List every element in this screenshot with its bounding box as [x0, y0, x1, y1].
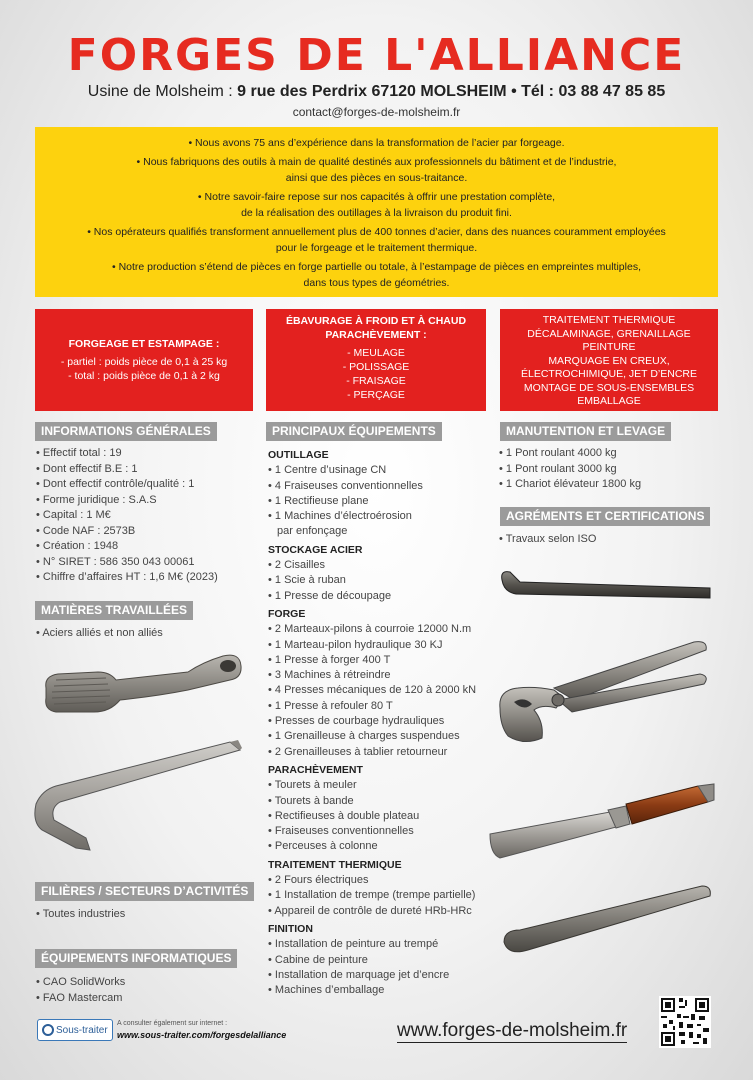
list-item: • 1 Rectifieuse plane: [268, 494, 476, 509]
forged-lever-image: [498, 568, 713, 604]
list-item: • 1 Machines d’électroérosion: [268, 509, 476, 524]
list-item: • Tourets à bande: [268, 794, 476, 809]
traitement-line: MONTAGE DE SOUS-ENSEMBLES: [523, 381, 695, 394]
list-item: • Presses de courbage hydrauliques: [268, 714, 476, 729]
list-item: • 2 Marteaux-pilons à courroie 12000 N.m: [268, 622, 476, 637]
list-item: • 1 Installation de trempe (trempe partielle): [268, 888, 476, 903]
intro-box: [35, 127, 718, 297]
list-item: • Rectifieuses à double plateau: [268, 809, 476, 824]
list-item: • 1 Scie à ruban: [268, 573, 476, 588]
list-item: • Cabine de peinture: [268, 953, 476, 968]
traitement-line: TRAITEMENT THERMIQUE: [542, 314, 676, 326]
list-item: • Appareil de contrôle de dureté HRb-HRc: [268, 904, 476, 919]
ebavurage-line: - MEULAGE: [347, 347, 405, 359]
traitement-title: TRAITEMENT THERMIQUE: [268, 858, 402, 871]
list-item: • Aciers alliés et non alliés: [36, 626, 163, 642]
list-item: • CAO SolidWorks: [36, 975, 125, 991]
equipements-heading: PRINCIPAUX ÉQUIPEMENTS: [266, 422, 442, 441]
list-item: • Création : 1948: [36, 539, 218, 555]
forgeage-line: - partiel : poids pièce de 0,1 à 25 kg: [60, 356, 228, 368]
traitement-line: PEINTURE: [582, 341, 636, 353]
list-item: • Installation de peinture au trempé: [268, 937, 476, 952]
list-item: • FAO Mastercam: [36, 991, 125, 1007]
list-item: • Travaux selon ISO: [499, 532, 596, 548]
address-main: 9 rue des Perdrix 67120 MOLSHEIM • Tél : 03 88 47 85 85: [237, 83, 666, 100]
sous-traiter-logo-icon: [42, 1024, 54, 1036]
intro-line: • Notre production s’étend de pièces en forge partielle ou totale, à l’estampage de pièces en empreintes multiples, dans tous types de géométries.: [112, 260, 641, 289]
forgeage-title: FORGEAGE ET ESTAMPAGE :: [68, 338, 220, 350]
list-item: • Chiffre d’affaires HT : 1,6 M€ (2023): [36, 570, 218, 586]
traitement-line: DÉCALAMINAGE, GRENAILLAGE: [527, 327, 691, 340]
list-item: • 2 Cisailles: [268, 558, 476, 573]
list-item: • 1 Presse de découpage: [268, 589, 476, 604]
list-item: • 4 Fraiseuses conventionnelles: [268, 479, 476, 494]
traitement-line: ÉLECTROCHIMIQUE, JET D’ENCRE: [521, 368, 697, 380]
forged-bar-image: [30, 738, 242, 853]
stockage-title: STOCKAGE ACIER: [268, 543, 363, 556]
traitement-line: MARQUAGE EN CREUX,: [548, 354, 670, 367]
intro-line: • Notre savoir-faire repose sur nos capacités à offrir une prestation complète, de la réalisation des outillages à la livraison du produit fini.: [197, 190, 556, 219]
informatique-list: [36, 975, 125, 1006]
list-item: • 1 Centre d’usinage CN: [268, 463, 476, 478]
forgeage-box: [35, 309, 253, 411]
intro-line: • Nous fabriquons des outils à main de qualité destinés aux professionnels du bâtiment et de l’industrie, ainsi que des pièces en sous-traitance.: [136, 155, 617, 184]
list-item: • 1 Pont roulant 3000 kg: [499, 462, 641, 478]
forge-title: FORGE: [268, 607, 306, 620]
agrements-list: [499, 532, 596, 548]
ebavurage-line: - PERÇAGE: [347, 389, 405, 401]
list-item: • 1 Pont roulant 4000 kg: [499, 446, 641, 462]
gouge-image: [498, 882, 713, 958]
list-item: • 1 Presse à forger 400 T: [268, 653, 476, 668]
forgeage-line: - total : poids pièce de 0,1 à 2 kg: [68, 370, 220, 382]
website-link[interactable]: www.forges-de-molsheim.fr: [397, 1020, 628, 1041]
manutention-heading: MANUTENTION ET LEVAGE: [500, 422, 671, 441]
outillage-title: OUTILLAGE: [268, 449, 329, 461]
page-title: FORGES DE L'ALLIANCE: [67, 30, 686, 81]
ebavurage-line: - POLISSAGE: [342, 361, 410, 373]
forged-pedal-image: [38, 650, 243, 722]
parachevement-title: PARACHÈVEMENT :: [325, 329, 427, 341]
list-item: • Tourets à meuler: [268, 778, 476, 793]
matieres-heading: MATIÈRES TRAVAILLÉES: [35, 601, 193, 620]
sous-traiter-label: Sous-traiter: [56, 1024, 108, 1036]
traitement-box: [500, 309, 718, 411]
list-item: • Forme juridique : S.A.S: [36, 493, 218, 509]
pliers-image: [494, 638, 712, 748]
ebavurage-line: - FRAISAGE: [346, 375, 406, 387]
ebavurage-box: [266, 309, 486, 411]
list-item: • 1 Chariot élévateur 1800 kg: [499, 477, 641, 493]
informatique-heading: ÉQUIPEMENTS INFORMATIQUES: [35, 949, 237, 968]
parachevement-title: PARACHÈVEMENT: [268, 763, 363, 776]
list-item: • 4 Presses mécaniques de 120 à 2000 kN: [268, 683, 476, 698]
ebavurage-title: ÉBAVURAGE À FROID ET À CHAUD: [285, 315, 467, 327]
equipements-list: [268, 445, 476, 998]
traitement-line: EMBALLAGE: [577, 395, 641, 407]
manutention-list: [499, 446, 641, 493]
address-line: [0, 83, 753, 101]
list-item: • Fraiseuses conventionnelles: [268, 824, 476, 839]
list-item: • Perceuses à colonne: [268, 839, 476, 854]
list-item: • 2 Grenailleuses à tablier retourneur: [268, 745, 476, 760]
list-item: • 1 Marteau-pilon hydraulique 30 KJ: [268, 638, 476, 653]
list-item: • 1 Grenailleuse à charges suspendues: [268, 729, 476, 744]
list-item: • Dont effectif B.E : 1: [36, 462, 218, 478]
finition-title: FINITION: [268, 922, 313, 935]
info-generales-list: [36, 446, 218, 586]
badge-note: A consulter également sur internet :: [117, 1020, 228, 1027]
list-item: • Installation de marquage jet d’encre: [268, 968, 476, 983]
list-item: • 2 Fours électriques: [268, 873, 476, 888]
list-item: • Toutes industries: [36, 907, 125, 923]
list-item: • N° SIRET : 586 350 043 00061: [36, 555, 218, 571]
list-item: • 1 Presse à refouler 80 T: [268, 699, 476, 714]
list-item: • Machines d’emballage: [268, 983, 476, 998]
list-item: • 3 Machines à rétreindre: [268, 668, 476, 683]
agrements-heading: AGRÉMENTS ET CERTIFICATIONS: [500, 507, 710, 526]
sous-traiter-badge[interactable]: [37, 1019, 113, 1041]
matieres-list: [36, 626, 163, 642]
info-generales-heading: INFORMATIONS GÉNÉRALES: [35, 422, 217, 441]
list-item-cont: par enfonçage: [277, 525, 348, 538]
filieres-list: [36, 907, 125, 923]
address-prefix: Usine de Molsheim :: [87, 83, 238, 100]
contact-email[interactable]: contact@forges-de-molsheim.fr: [292, 105, 461, 119]
qr-code-icon[interactable]: [659, 996, 711, 1048]
intro-line: • Nos opérateurs qualifiés transforment annuellement plus de 400 tonnes d’acier, dans des nuances couramment employées pour le forgeage et le traitement thermique.: [87, 225, 666, 254]
sous-traiter-link[interactable]: www.sous-traiter.com/forgesdelalliance: [117, 1030, 287, 1040]
list-item: • Dont effectif contrôle/qualité : 1: [36, 477, 218, 493]
list-item: • Capital : 1 M€: [36, 508, 218, 524]
filieres-heading: FILIÈRES / SECTEURS D’ACTIVITÉS: [35, 882, 254, 901]
list-item: • Effectif total : 19: [36, 446, 218, 462]
list-item: • Code NAF : 2573B: [36, 524, 218, 540]
intro-line: • Nous avons 75 ans d’expérience dans la transformation de l’acier par forgeage.: [188, 137, 565, 149]
chisel-image: [486, 780, 716, 862]
